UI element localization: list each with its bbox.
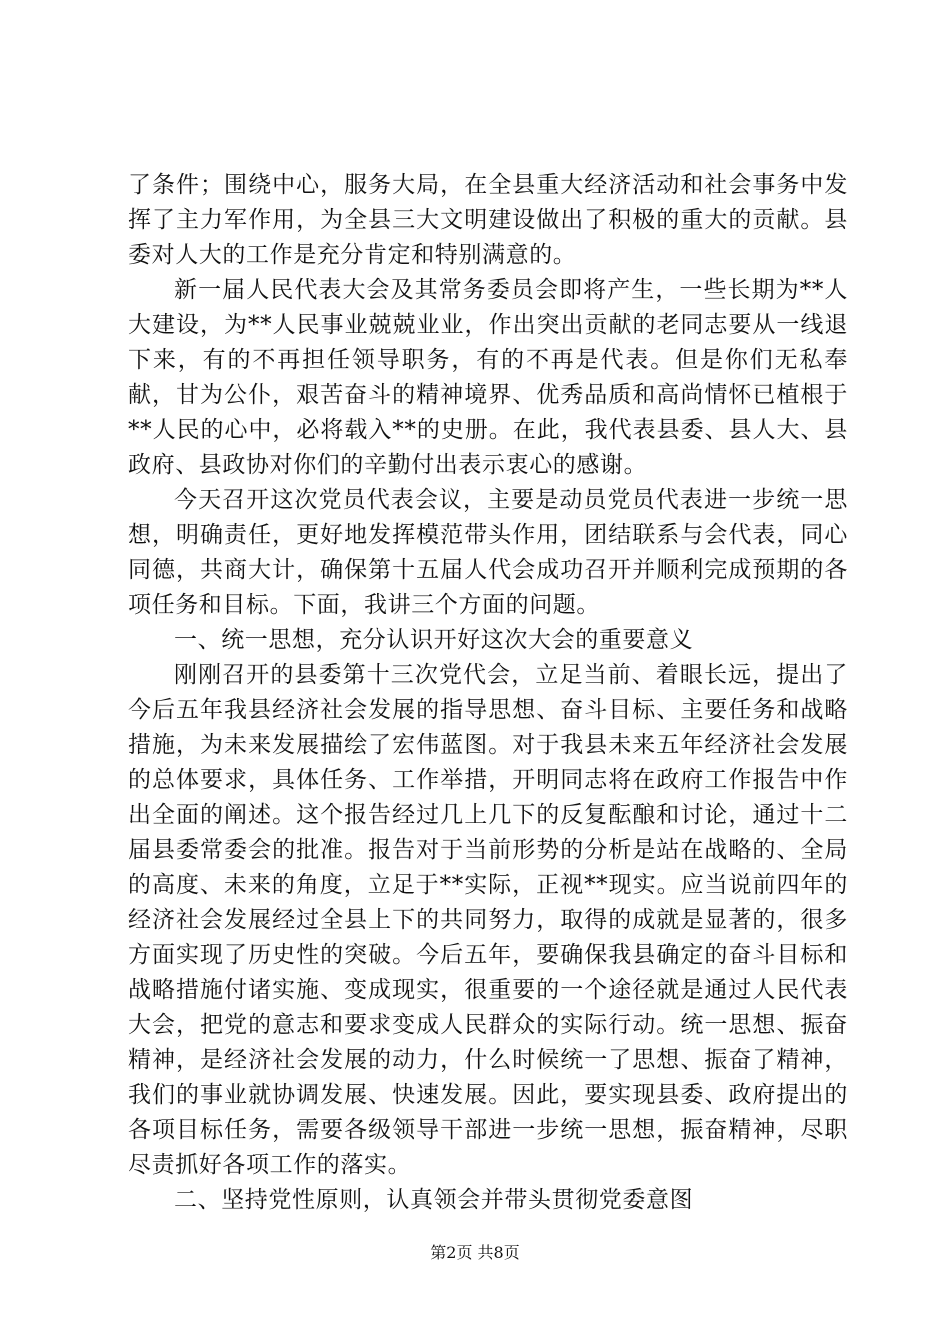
section-heading-one: 一、统一思想，充分认识开好这次大会的重要意义 xyxy=(174,627,694,653)
paragraph-meeting-purpose: 今天召开这次党员代表会议，主要是动员党员代表进一步统一思想，明确责任，更好地发挥模范带头作用，团结联系与会代表，同心同德，共商大计，确保第十五届人代会成功召开并顺利完成预期的各项任务和目标。下面，我讲三个方面的问题。 xyxy=(128,487,848,618)
paragraph-section-one: 刚刚召开的县委第十三次党代会，立足当前、着眼长远，提出了今后五年我县经济社会发展的指导思想、奋斗目标、主要任务和战略措施，为未来发展描绘了宏伟蓝图。对于我县未来五年经济社会发展的总体要求，具体任务、工作举措，开明同志将在政府工作报告中作出全面的阐述。这个报告经过几上几下的反复酝酿和讨论，通过十二届县委常委会的批准。报告对于当前形势的分析是站在战略的、全局的高度、未来的角度，立足于**实际，正视**现实。应当说前四年的经济社会发展经过全县上下的共同努力，取得的成就是显著的，很多方面实现了历史性的突破。今后五年，要确保我县确定的奋斗目标和战略措施付诸实施、变成现实，很重要的一个途径就是通过人民代表大会，把党的意志和要求变成人民群众的实际行动。统一思想、振奋精神，是经济社会发展的动力，什么时候统一了思想、振奋了精神，我们的事业就协调发展、快速发展。因此，要实现县委、政府提出的各项目标任务，需要各级领导干部进一步统一思想，振奋精神，尽职尽责抓好各项工作的落实。 xyxy=(128,662,848,1178)
paragraph-thanks: 新一届人民代表大会及其常务委员会即将产生，一些长期为**人大建设，为**人民事业兢兢业业，作出突出贡献的老同志要从一线退下来，有的不再担任领导职务，有的不再是代表。但是你们无私奉献，甘为公仆，艰苦奋斗的精神境界、优秀品质和高尚情怀已植根于**人民的心中，必将载入**的史册。在此，我代表县委、县人大、县政府、县政协对你们的辛勤付出表示衷心的感谢。 xyxy=(128,277,848,478)
paragraph-continued: 了条件；围绕中心，服务大局，在全县重大经济活动和社会事务中发挥了主力军作用，为全县三大文明建设做出了积极的重大的贡献。县委对人大的工作是充分肯定和特别满意的。 xyxy=(128,172,848,268)
page-number-footer: 第2页 共8页 xyxy=(430,1243,520,1262)
document-body xyxy=(128,168,848,1218)
section-heading-two: 二、坚持党性原则，认真领会并带头贯彻党委意图 xyxy=(174,1187,694,1213)
